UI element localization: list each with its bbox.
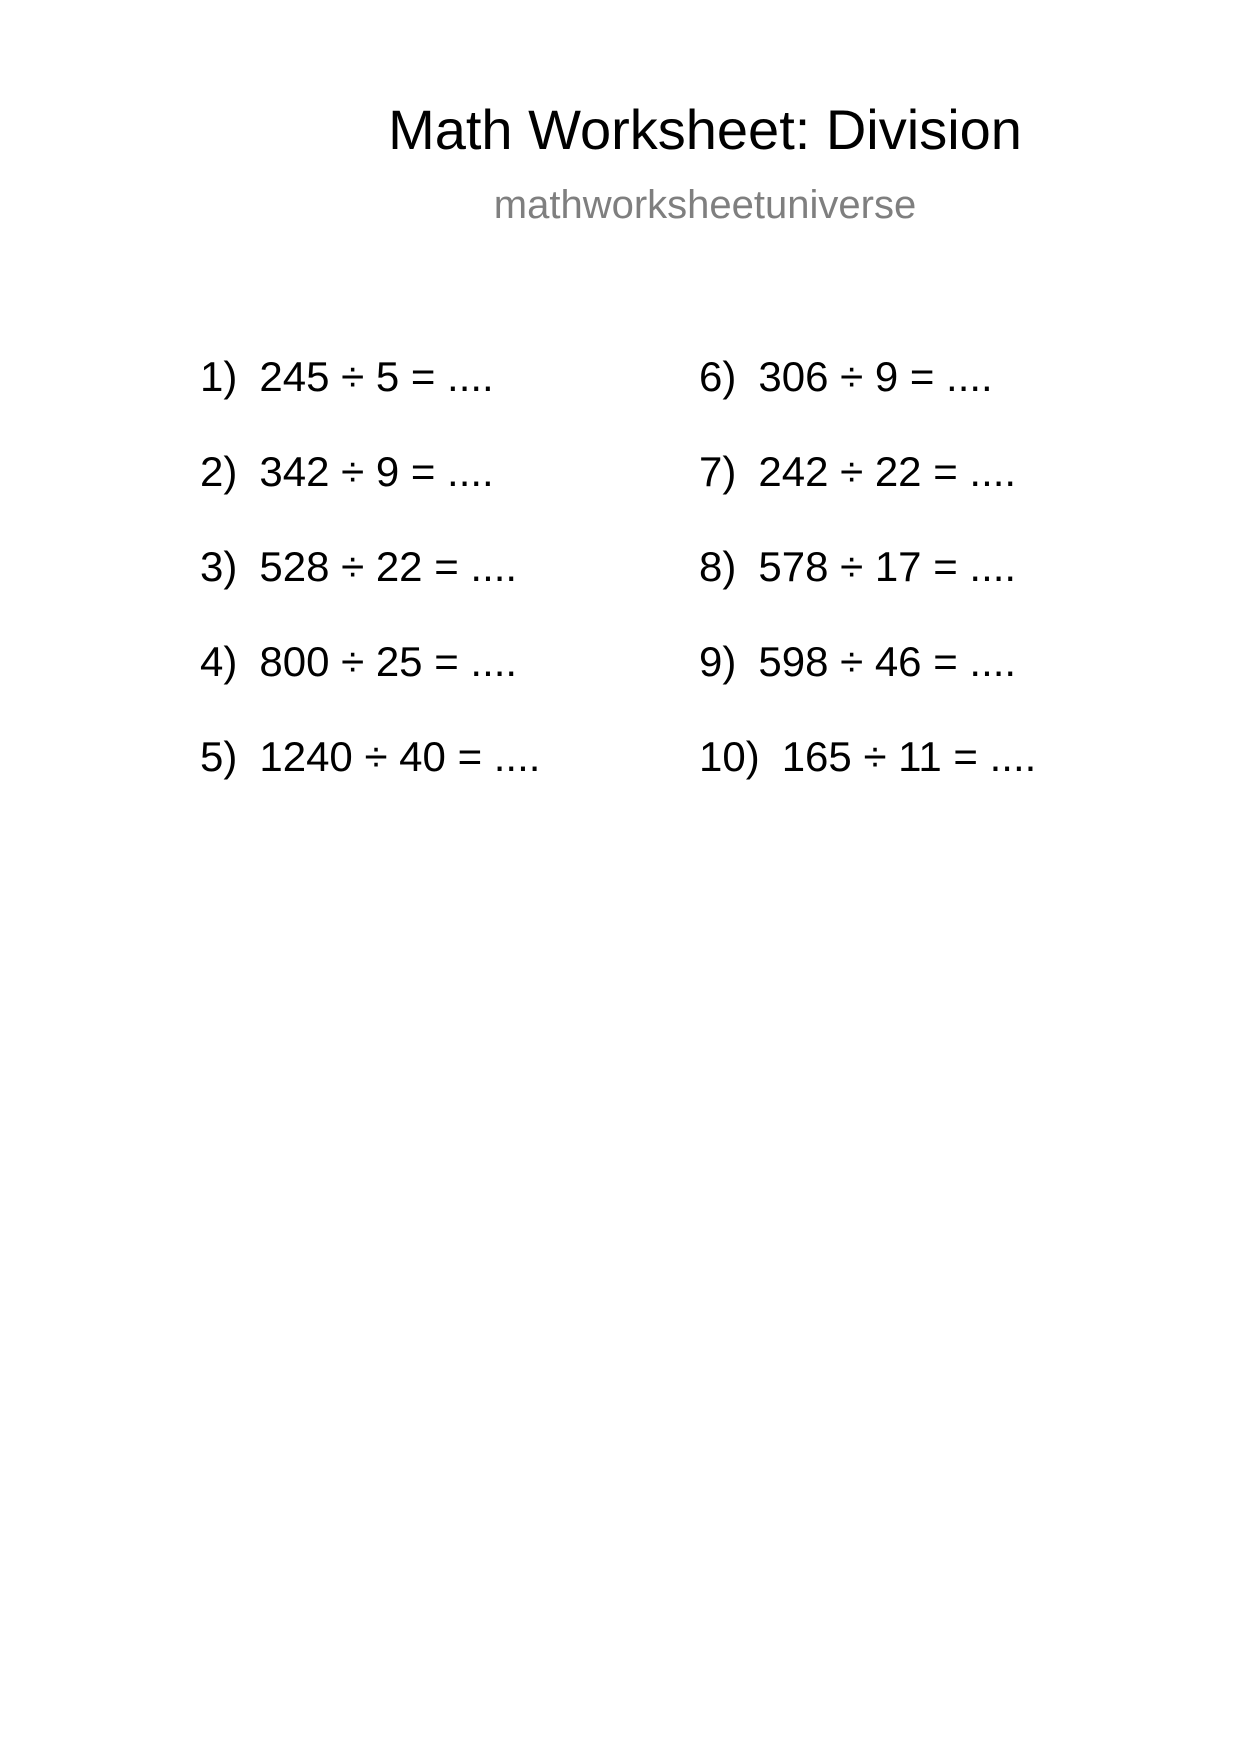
problem-1	[200, 353, 494, 401]
problem-2	[200, 448, 494, 496]
problem-number: 1)	[200, 353, 238, 400]
problem-6	[699, 353, 993, 401]
problem-3	[200, 543, 517, 591]
problem-expression: 165 ÷ 11 = ....	[781, 733, 1037, 780]
problem-expression: 242 ÷ 22 = ....	[758, 448, 1017, 495]
problem-number: 8)	[699, 543, 737, 590]
problem-expression: 306 ÷ 9 = ....	[758, 353, 993, 400]
problem-expression: 598 ÷ 46 = ....	[758, 638, 1017, 685]
problem-number: 10)	[699, 733, 760, 780]
problem-number: 4)	[200, 638, 238, 685]
problem-8	[699, 543, 1016, 591]
problem-10	[699, 733, 1036, 781]
problem-number: 6)	[699, 353, 737, 400]
problem-5	[200, 733, 540, 781]
problem-number: 2)	[200, 448, 238, 495]
problem-expression: 1240 ÷ 40 = ....	[259, 733, 541, 780]
problem-expression: 528 ÷ 22 = ....	[259, 543, 518, 590]
problem-4	[200, 638, 517, 686]
problem-number: 7)	[699, 448, 737, 495]
problem-expression: 245 ÷ 5 = ....	[259, 353, 494, 400]
problem-7	[699, 448, 1016, 496]
page-title: Math Worksheet: Division	[388, 98, 1022, 161]
problem-expression: 342 ÷ 9 = ....	[259, 448, 494, 495]
page-subtitle: mathworksheetuniverse	[493, 183, 917, 227]
problem-number: 5)	[200, 733, 238, 780]
problem-expression: 800 ÷ 25 = ....	[259, 638, 518, 685]
problem-9	[699, 638, 1016, 686]
problem-number: 3)	[200, 543, 238, 590]
problem-expression: 578 ÷ 17 = ....	[758, 543, 1017, 590]
problem-number: 9)	[699, 638, 737, 685]
